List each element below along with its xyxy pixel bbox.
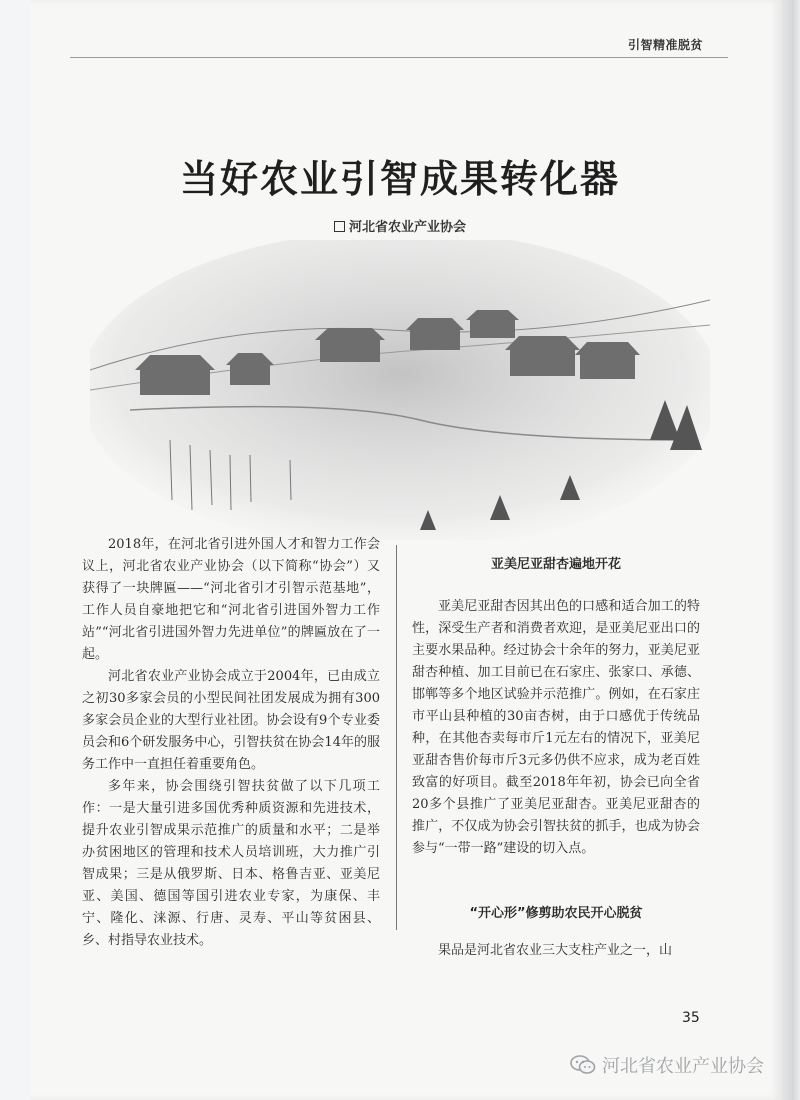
left-column xyxy=(82,534,380,952)
header-rule xyxy=(70,57,728,58)
article-byline xyxy=(0,216,800,235)
page-number: 35 xyxy=(682,1010,700,1026)
village-illustration xyxy=(90,240,710,540)
paragraph: 多年来，协会围绕引智扶贫做了以下几项工作：一是大量引进多国优秀种质资源和先进技术，提升农业引智成果示范推广的质量和水平；二是举办贫困地区的管理和技术人员培训班，大力推广引智成果；三是从俄罗斯、日本、格鲁吉亚、亚美尼亚、美国、德国等国引进农业专家，为康保、丰宁、隆化、涞源、行唐、灵寿、平山等贫困县、乡、村指导农业技术。 xyxy=(82,779,380,948)
watermark-text: 河北省农业产业协会 xyxy=(602,1056,764,1077)
paragraph: 河北省农业产业协会成立于2004年，已由成立之初30多家会员的小型民间社团发展成为拥有300多家会员企业的大型行业社团。协会设有9个专业委员会和6个研发服务中心，引智扶贫在协会14年的服务工作中一直担任着重要角色。 xyxy=(82,669,380,772)
watermark xyxy=(570,1052,764,1078)
subheading: 亚美尼亚甜杏遍地开花 xyxy=(490,557,621,572)
paragraph: 亚美尼亚甜杏因其出色的口感和适合加工的特性，深受生产者和消费者欢迎，是亚美尼亚出口的主要水果品种。经过协会十余年的努力，亚美尼亚甜杏种植、加工目前已在石家庄、张家口、承德、邯郸等多个地区试验并示范推广。例如，在石家庄市平山县种植的30亩杏树，由于口感优于传统品种，在其他杏卖每市斤1元左右的情况下，亚美尼亚甜杏售价每市斤3元多仍供不应求，成为老百姓致富的好项目。截至2018年年初，协会已向全省20多个县推广了亚美尼亚甜杏。亚美尼亚甜杏的推广，不仅成为协会引智扶贫的抓手，也成为协会参与“一带一路”建设的切入点。 xyxy=(412,599,700,856)
byline-box-icon xyxy=(334,221,345,232)
subheading: “开心形”修剪助农民开心脱贫 xyxy=(469,906,643,921)
wechat-icon xyxy=(570,1055,596,1075)
byline-text: 河北省农业产业协会 xyxy=(348,220,466,235)
section-tag: 引智精准脱贫 xyxy=(628,38,704,52)
right-column xyxy=(412,596,700,860)
right-column-continued xyxy=(412,940,700,962)
article-title: 当好农业引智成果转化器 xyxy=(179,157,620,201)
paragraph: 2018年，在河北省引进外国人才和智力工作会议上，河北省农业产业协会（以下简称“协会”）又获得了一块牌匾——“河北省引才引智示范基地”，工作人员自豪地把它和“河北省引进国外智力工作站”“河北省引进国外智力先进单位”的牌匾放在了一起。 xyxy=(82,537,380,662)
paragraph: 果品是河北省农业三大支柱产业之一，山 xyxy=(438,943,673,958)
column-divider xyxy=(396,545,397,930)
